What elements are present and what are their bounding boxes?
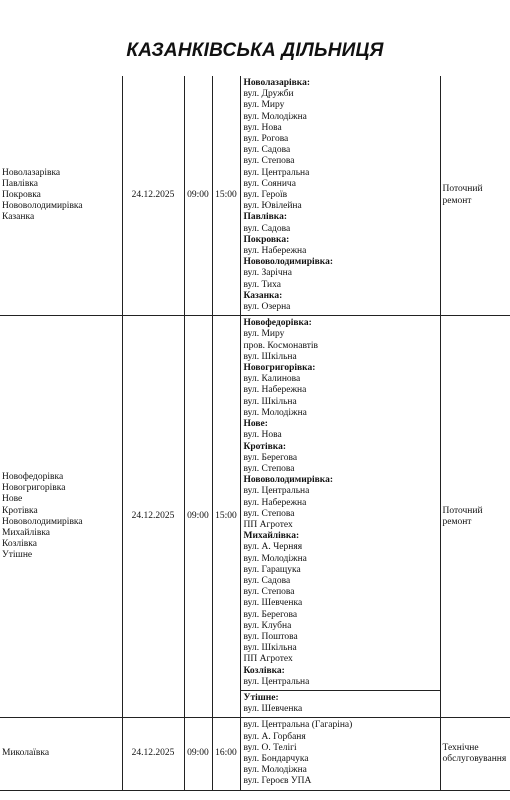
table-row	[0, 718, 510, 790]
street-item: вул. Степова	[243, 156, 295, 167]
street-item: вул. Миру	[243, 100, 285, 111]
village-name: Казанка	[2, 212, 35, 223]
page-title: КАЗАНКІВСЬКА ДІЛЬНИЦЯ	[126, 40, 384, 61]
street-item: вул. Молодіжна	[243, 765, 307, 776]
village-heading: Нововолодимирівка:	[243, 475, 333, 486]
village-heading: Козлівка:	[243, 665, 285, 676]
village-heading: Михайлівка:	[243, 531, 300, 542]
village-name: Миколаївка	[2, 748, 50, 759]
end-time-cell: 16:00	[212, 718, 240, 790]
street-item: пров. Космонавтів	[243, 340, 318, 351]
streets-cell	[240, 316, 440, 691]
street-item: вул. Озерна	[243, 302, 291, 313]
end-time-cell: 15:00	[212, 316, 240, 718]
village-heading: Покровка:	[243, 234, 290, 245]
streets-cell	[240, 76, 440, 316]
street-item: вул. Дружби	[243, 89, 294, 100]
street-item: вул. Берегова	[243, 609, 298, 620]
village-name: Кротівка	[2, 505, 38, 516]
street-item: ПП Агротех	[243, 654, 293, 665]
village-name: Павлівка	[2, 178, 38, 189]
outage-schedule-table	[0, 76, 510, 791]
street-item: вул. А. Черняя	[243, 542, 303, 553]
streets-cell	[240, 690, 440, 717]
schedule-body	[0, 76, 510, 790]
village-heading: Нове:	[243, 419, 268, 430]
village-heading: Утішне:	[243, 692, 279, 703]
village-heading: Новофедорівка:	[243, 318, 312, 329]
street-item: вул. Героїв	[243, 190, 288, 201]
street-item: вул. Центральна	[243, 486, 310, 497]
work-type-cell: Технічне обслуговування	[440, 718, 510, 790]
work-type-cell: Поточний ремонт	[440, 76, 510, 316]
village-name: Утішне	[2, 550, 33, 561]
village-name: Новолазарівка	[2, 167, 61, 178]
village-heading: Кротівка:	[243, 441, 286, 452]
street-item: вул. Набережна	[243, 246, 307, 257]
end-time-cell: 15:00	[212, 76, 240, 316]
village-heading: Новогригорівка:	[243, 363, 316, 374]
village-name: Новогригорівка	[2, 483, 66, 494]
street-item: вул. О. Телігі	[243, 742, 297, 753]
start-time-cell: 09:00	[184, 718, 212, 790]
street-item: вул. Шкільна	[243, 351, 297, 362]
street-item: вул. Садова	[243, 575, 291, 586]
street-item: вул. Калинова	[243, 374, 301, 385]
village-heading: Казанка:	[243, 290, 283, 301]
street-item: вул. Тиха	[243, 279, 281, 290]
street-item: вул. Садова	[243, 223, 291, 234]
start-time-cell: 09:00	[184, 316, 212, 718]
street-item: вул. Центральна	[243, 676, 310, 687]
street-item: вул. Шевченка	[243, 704, 303, 715]
street-item: вул. Степова	[243, 463, 295, 474]
street-item: вул. Молодіжна	[243, 553, 307, 564]
street-item: вул. Берегова	[243, 452, 298, 463]
street-item: вул. Клубна	[243, 620, 292, 631]
work-type-cell: Поточний ремонт	[440, 316, 510, 718]
streets-cell	[240, 718, 440, 790]
street-item: вул. Нова	[243, 122, 282, 133]
street-item: вул. Рогова	[243, 134, 289, 145]
villages-cell	[0, 718, 122, 790]
street-item: вул. Шевченка	[243, 598, 303, 609]
villages-cell	[0, 76, 122, 316]
street-item: вул. Набережна	[243, 497, 307, 508]
street-item: вул. Набережна	[243, 385, 307, 396]
date-cell: 24.12.2025	[122, 718, 184, 790]
street-item: вул. Гаращука	[243, 564, 301, 575]
village-heading: Новолазарівка:	[243, 78, 311, 88]
table-row	[0, 76, 510, 316]
street-item: вул. Молодіжна	[243, 407, 307, 418]
street-item: вул. Центральна	[243, 167, 310, 178]
street-item: вул. Ювілейна	[243, 201, 302, 212]
street-item: вул. А. Горбаня	[243, 731, 306, 742]
street-item: вул. Соянича	[243, 178, 296, 189]
village-name: Покровка	[2, 190, 41, 201]
street-item: вул. Молодіжна	[243, 111, 307, 122]
street-item: вул. Степова	[243, 508, 295, 519]
date-cell: 24.12.2025	[122, 316, 184, 718]
village-name: Козлівка	[2, 539, 37, 550]
street-item: вул. Бондарчука	[243, 753, 309, 764]
village-name: Нове	[2, 494, 23, 505]
village-name: Нововолодимирівка	[2, 201, 83, 212]
village-name: Михайлівка	[2, 528, 51, 539]
street-item: вул. Шкільна	[243, 643, 297, 654]
street-item: вул. Садова	[243, 145, 291, 156]
villages-cell	[0, 316, 122, 718]
street-item: вул. Нова	[243, 430, 282, 441]
date-cell: 24.12.2025	[122, 76, 184, 316]
start-time-cell: 09:00	[184, 76, 212, 316]
street-item: вул. Героєв УПА	[243, 776, 312, 787]
street-item: ПП Агротех	[243, 519, 293, 530]
street-item: вул. Центральна (Гагаріна)	[243, 720, 353, 731]
table-row	[0, 316, 510, 691]
village-name: Новофедорівка	[2, 472, 64, 482]
street-item: вул. Миру	[243, 329, 285, 340]
street-item: вул. Шкільна	[243, 396, 297, 407]
village-heading: Нововолодимирівка:	[243, 257, 333, 268]
street-item: вул. Зарічна	[243, 268, 292, 279]
street-item: вул. Степова	[243, 587, 295, 598]
street-item: вул. Поштова	[243, 631, 298, 642]
village-name: Нововолодимирівка	[2, 516, 83, 527]
village-heading: Павлівка:	[243, 212, 287, 223]
